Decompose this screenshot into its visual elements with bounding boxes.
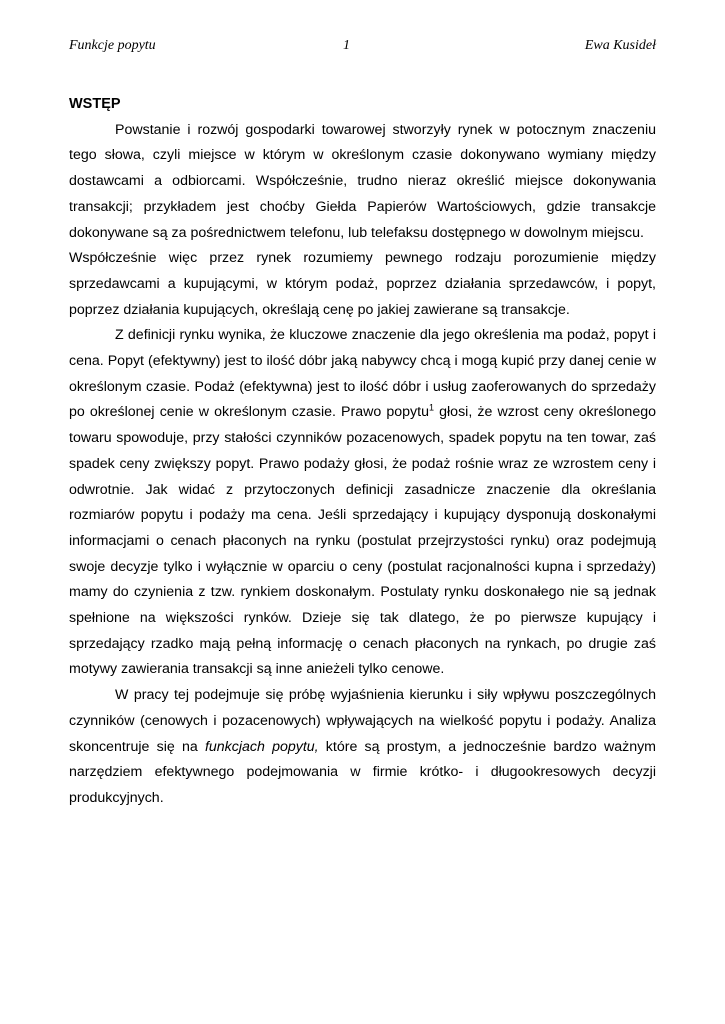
paragraph-4-text-b: które są prostym, a jednocześnie bardzo ważnym narzędziem efektywnego podejmowania w firmie krótko- i długookresowych decyzji produkcyjnych. [69,738,656,806]
footnote-marker: 1 [429,402,435,413]
paragraph-4-italic-term: funkcjach popytu, [204,738,319,755]
paragraph-3-text-b: głosi, że wzrost ceny określonego towaru spowoduje, przy stałości czynników pozacenowych, spadek popytu na ten towar, zaś spadek ceny zwiększy popyt. Prawo podaży głosi, że podaż rośnie wraz ze wzrostem ceny i odwrotnie. Jak widać z przytoczonych definicji zasadnicze znaczenie dla określania rozmiarów popytu i podaży ma cena. Jeśli sprzedający i kupujący dysponują doskonałymi informacjami o cenach płaconych na rynku (postulat przejrzystości rynku) oraz podejmują swoje decyzje tylko i wyłącznie w oparciu o ceny (postulat racjonalności kupna i sprzedaży) mamy do czynienia z tzw. rynkiem doskonałym. Postulaty rynku doskonałego nie są jednak spełnione na większości rynków. Dzieje się tak dlatego, że po pierwsze kupujący i sprzedający rzadko mają pełną informację o cenach płaconych na rynkach, po drugie zaś motywy zawierania transakcji są inne anieżeli tylko cenowe. [69,404,656,678]
paragraph-3-text-a: Z definicji rynku wynika, że kluczowe znaczenie dla jego określenia ma podaż, popyt i cena. Popyt (efektywny) jest to ilość dóbr jaką nabywcy chcą i mogą kupić przy danej cenie w określonym czasie. Podaż (efektywna) jest to ilość dóbr i usług zaoferowanych do sprzedaży po określonej cenie w określonym czasie. Prawo popytu [69,327,656,421]
paragraph-4 [69,683,656,812]
page-number: 1 [343,38,350,53]
document-body [69,92,656,812]
header-author: Ewa Kusideł [584,38,656,53]
paragraph-1: Powstanie i rozwój gospodarki towarowej stworzyły rynek w potocznym znaczeniu tego słowa, czyli miejsce w którym w określonym czasie dokonywano wymiany między dostawcami a odbiorcami. Współcześnie, trudno nieraz określić miejsce dokonywania transakcji; przykładem jest choćby Giełda Papierów Wartościowych, gdzie transakcje dokonywane są za pośrednictwem telefonu, lub telefaksu dostępnego w dowolnym miejscu. [69,121,656,241]
section-heading: WSTĘP [69,96,121,112]
paragraph-4-text-a: W pracy tej podejmuje się próbę wyjaśnienia kierunku i siły wpływu poszczególnych czynników (cenowych i pozacenowych) wpływających na wielkość popytu i podaży. Analiza skoncentruje się na [69,687,656,755]
paragraph-2: Współcześnie więc przez rynek rozumiemy pewnego rodzaju porozumienie między sprzedawcami a kupującymi, w którym podaż, poprzez działania sprzedawców, i popyt, poprzez działania kupujących, określają cenę po jakiej zawierane są transakcje. [69,250,656,318]
running-header [69,36,656,56]
header-title: Funkcje popytu [69,38,156,53]
paragraph-3 [69,323,656,683]
